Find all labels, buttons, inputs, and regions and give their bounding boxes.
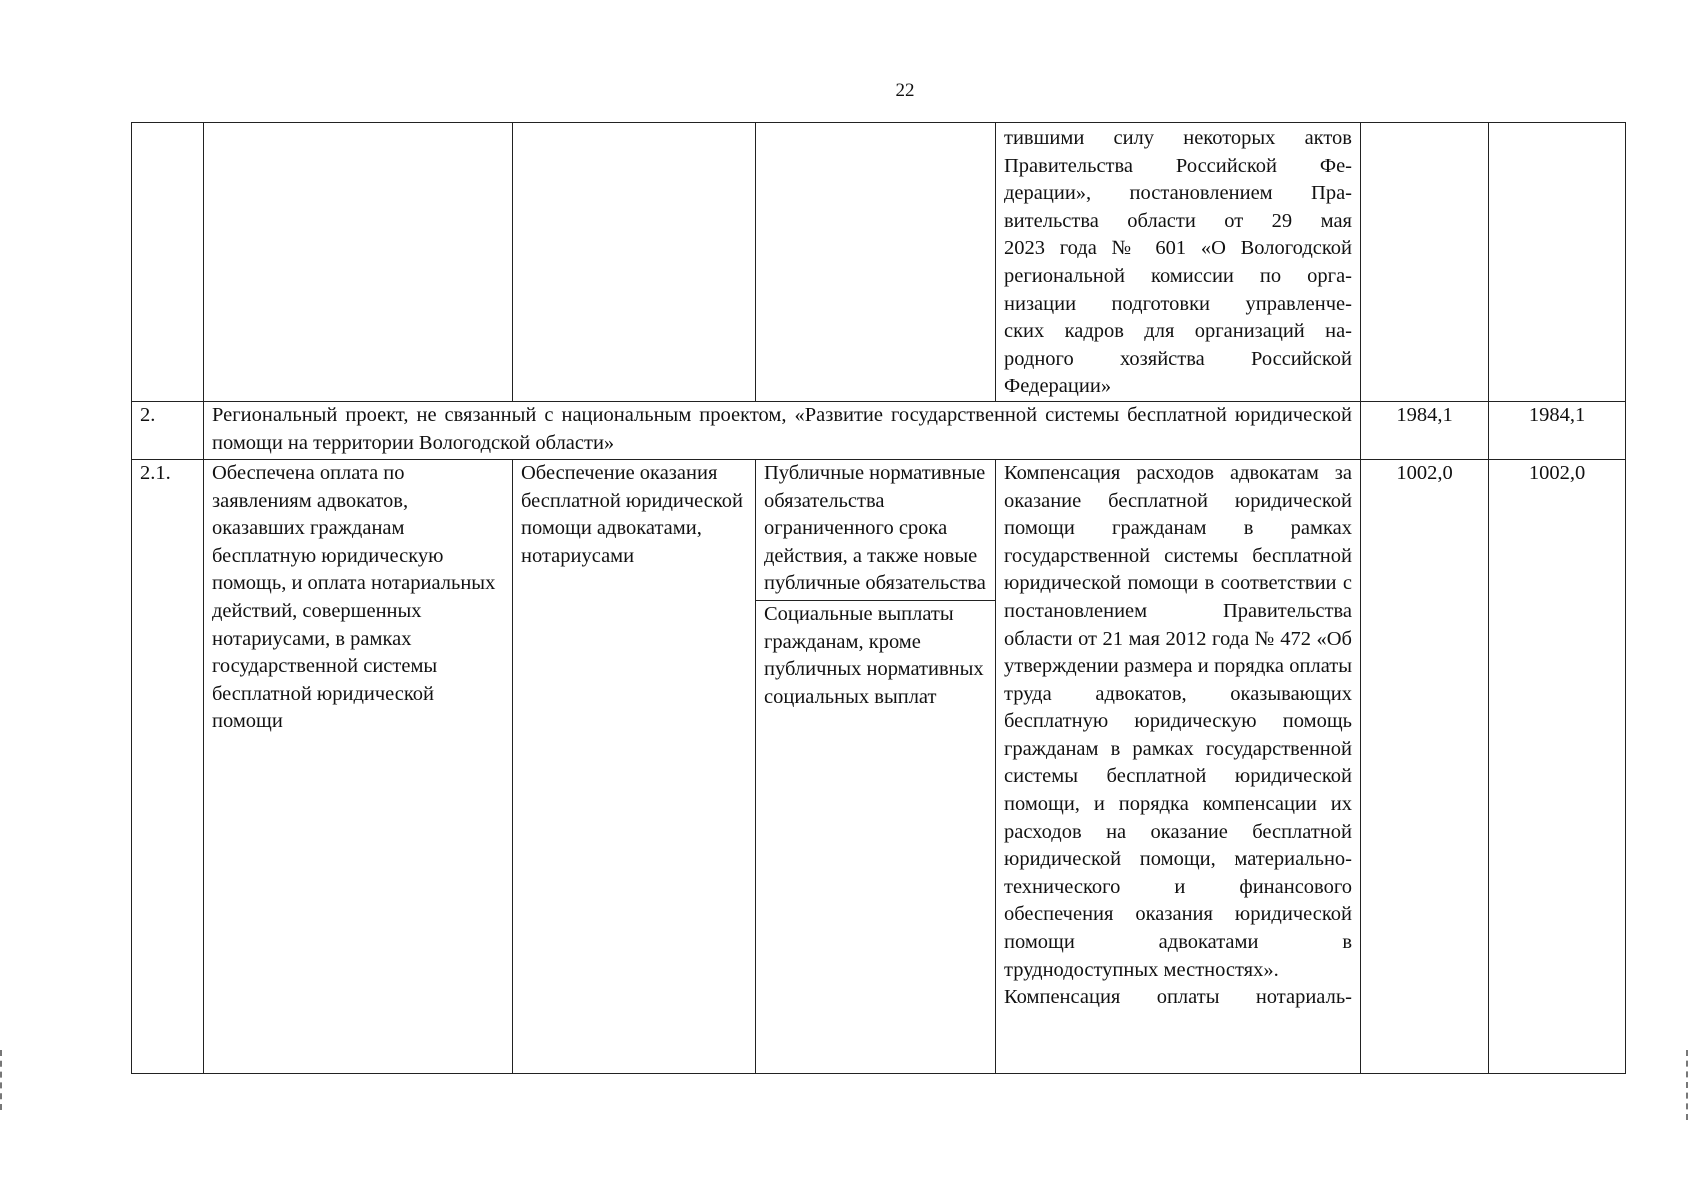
row-number: 2.: [132, 401, 204, 459]
cell-number: [132, 123, 204, 402]
expense-type-public-obligations: Публичные нормативные обязательства ограниченного срока действия, а также новые публичные обязательства: [764, 461, 986, 595]
cell-expense-type: [756, 123, 996, 402]
description-line: региональной комиссии по орга-: [1004, 264, 1352, 287]
scan-edge-mark-right: [1686, 1050, 1694, 1120]
description-line: Федерации»: [1004, 375, 1112, 398]
measure-value-1: 1002,0: [1361, 459, 1489, 1073]
cell-description: [996, 123, 1361, 402]
description-line: родного хозяйства Российской: [1004, 347, 1352, 370]
expense-type-social-payments: Социальные выплаты гражданам, кроме публичных нормативных социальных выплат: [756, 600, 995, 711]
measure-result: Обеспечена оплата по заявлениям адвокатов, оказавших гражданам бесплатную юридическую помощь, и оплата нотариальных действий, совершенных нотариусами, в рамках государственной системы бесплатной юридической помощи: [204, 459, 513, 1073]
table-row-project: [132, 401, 1626, 459]
description-line: ских кадров для организаций на-: [1004, 320, 1352, 343]
row-number: 2.1.: [132, 459, 204, 1073]
description-line: тившими силу некоторых актов: [1004, 127, 1352, 149]
scan-edge-mark-left: [0, 1050, 8, 1110]
description-text: Компенсация расходов адвокатам за оказание бесплатной юридической помощи гражданам в рамках государственной системы бесплатной юридической помощи в соответствии с постановлением Правительства области от 21 мая 2012 года № 472 «Об утверждении размера и порядка оплаты труда адвокатов, оказывающих бесплатную юридическую помощь гражданам в рамках государственной системы бесплатной юридической помощи, и порядка компенсации их расходов на оказание бесплатной юридической помощи, материально-технического и финансового обеспечения оказания юридической помощи адвокатами в труднодоступных местностях».: [1004, 461, 1352, 981]
description-line: дерации», постановлением Пра-: [1004, 182, 1352, 205]
project-value-2: 1984,1: [1489, 401, 1626, 459]
description-line: Правительства Российской Фе-: [1004, 154, 1352, 177]
page-number: 22: [895, 80, 915, 101]
description-line: 2023 года № 601 «О Вологодской: [1004, 237, 1352, 260]
cell-value-1: [1361, 123, 1489, 402]
measure-description: [996, 459, 1361, 1073]
description-continuation: Компенсация оплаты нотариаль-: [1004, 986, 1352, 1009]
table-row-measure: [132, 459, 1626, 1073]
cell-result: [204, 123, 513, 402]
cell-task: [513, 123, 756, 402]
description-line: низации подготовки управленче-: [1004, 292, 1352, 315]
measure-task: Обеспечение оказания бесплатной юридической помощи адвокатами, нотариусами: [513, 459, 756, 1073]
table-row-continuation: [132, 123, 1626, 402]
measure-value-2: 1002,0: [1489, 459, 1626, 1073]
description-line: вительства области от 29 мая: [1004, 209, 1352, 232]
project-value-1: 1984,1: [1361, 401, 1489, 459]
project-title: Региональный проект, не связанный с национальным проектом, «Развитие государственной системы бесплатной юридической помощи на территории Вологодской области»: [204, 401, 1361, 459]
measure-expense-types: [756, 459, 996, 1073]
budget-table: [131, 122, 1626, 1074]
cell-value-2: [1489, 123, 1626, 402]
